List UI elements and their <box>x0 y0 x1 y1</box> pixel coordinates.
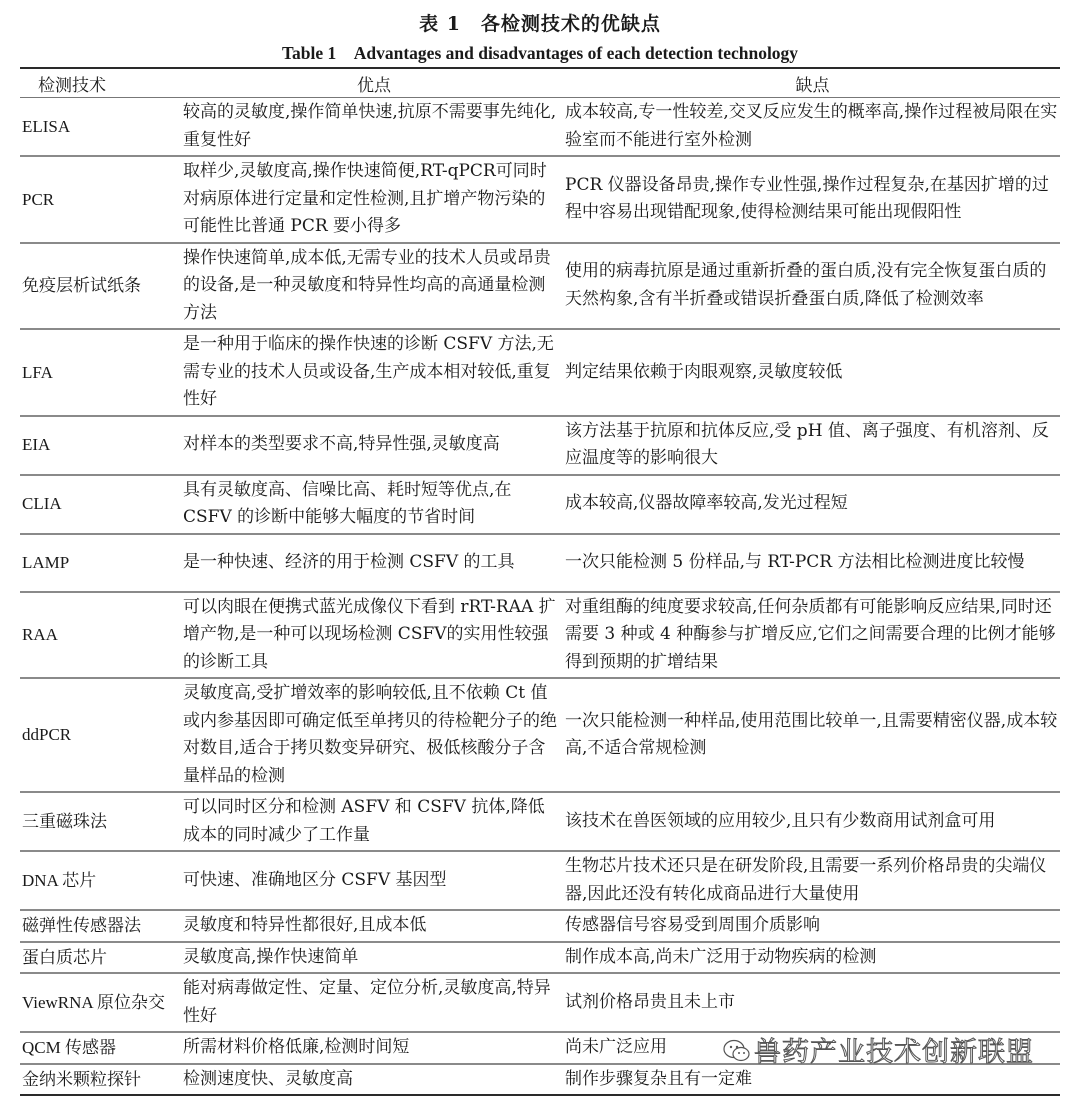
watermark <box>722 1030 1034 1069</box>
cell-disadvantages: 该技术在兽医领域的应用较少,且只有少数商用试剂盒可用 <box>565 810 996 831</box>
cell-advantages: 是一种用于临床的操作快速的诊断 CSFV 方法,无需专业的技术人员或设备,生产成本相对较低,重复性好 <box>183 334 554 409</box>
cell-advantages: 能对病毒做定性、定量、定位分析,灵敏度高,特异性好 <box>183 978 551 1026</box>
cell-advantages: 较高的灵敏度,操作简单快速,抗原不需要事先纯化,重复性好 <box>183 102 557 150</box>
cell-disadvantages: 对重组酶的纯度要求较高,任何杂质都有可能影响反应结果,同时还需要 3 种或 4 种酶参与扩增反应,它们之间需要合理的比例才能够得到预期的扩增结果 <box>565 596 1056 672</box>
cell-advantages: 对样本的类型要求不高,特异性强,灵敏度高 <box>183 434 500 455</box>
cell-technique: ELISA <box>22 116 71 136</box>
cell-technique: PCR <box>22 189 55 209</box>
cell-advantages: 取样少,灵敏度高,操作快速简便,RT-qPCR可同时对病原体进行定量和定性检测,且扩增产物污染的可能性比普通 PCR 要小得多 <box>183 161 547 236</box>
header-advantages: 优点 <box>357 75 391 96</box>
table-row <box>20 851 1060 910</box>
cell-disadvantages: 成本较高,仪器故障率较高,发光过程短 <box>565 493 848 514</box>
cell-disadvantages: 判定结果依赖于肉眼观察,灵敏度较低 <box>565 361 843 382</box>
cell-disadvantages: PCR 仪器设备昂贵,操作专业性强,操作过程复杂,在基因扩增的过程中容易出现错配现象,使得检测结果可能出现假阳性 <box>565 174 1049 223</box>
table-row <box>20 416 1060 475</box>
cell-disadvantages: 制作成本高,尚未广泛用于动物疾病的检测 <box>565 946 877 967</box>
cell-advantages: 可快速、准确地区分 CSFV 基因型 <box>183 869 447 890</box>
cell-technique: 金纳米颗粒探针 <box>22 1069 141 1089</box>
table-row <box>20 156 1060 243</box>
cell-disadvantages: 试剂价格昂贵且未上市 <box>565 991 735 1012</box>
table-row <box>20 475 1060 534</box>
cell-technique: LFA <box>22 362 53 382</box>
cell-disadvantages: 该方法基于抗原和抗体反应,受 pH 值、离子强度、有机溶剂、反应温度等的影响很大 <box>565 420 1049 468</box>
cell-technique: RAA <box>22 625 58 644</box>
cell-technique: CLIA <box>22 494 62 514</box>
table-row <box>20 910 1060 942</box>
table-caption-english: Table 1 Advantages and disadvantages of each detection technology <box>281 43 799 63</box>
cell-advantages: 是一种快速、经济的用于检测 CSFV 的工具 <box>183 551 515 572</box>
cell-advantages: 灵敏度高,受扩增效率的影响较低,且不依赖 Ct 值或内参基因即可确定低至单拷贝的待检靶分子的绝对数目,适合于拷贝数变异研究、极低核酸分子含量样品的检测 <box>183 683 557 786</box>
table-row <box>20 98 1060 157</box>
table-row <box>20 534 1060 592</box>
table-row <box>20 942 1060 974</box>
header-disadvantages: 缺点 <box>795 75 830 96</box>
table-row <box>20 792 1060 851</box>
table-row <box>20 243 1060 330</box>
table-row <box>20 329 1060 416</box>
cell-technique: 免疫层析试纸条 <box>22 276 141 295</box>
cell-advantages: 可以同时区分和检测 ASFV 和 CSFV 抗体,降低成本的同时减少了工作量 <box>183 797 545 845</box>
table-row <box>20 592 1060 679</box>
wechat-icon <box>722 1038 752 1064</box>
cell-technique: 三重磁珠法 <box>22 811 107 831</box>
cell-technique: QCM 传感器 <box>22 1038 116 1057</box>
cell-technique: LAMP <box>22 552 70 572</box>
table-row <box>20 678 1060 792</box>
cell-disadvantages: 生物芯片技术还只是在研发阶段,且需要一系列价格昂贵的尖端仪器,因此还没有转化成商品进行大量使用 <box>565 856 1047 904</box>
cell-advantages: 具有灵敏度高、信噪比高、耗时短等优点,在CSFV 的诊断中能够大幅度的节省时间 <box>183 479 512 527</box>
cell-advantages: 可以肉眼在便携式蓝光成像仪下看到 rRT-RAA 扩增产物,是一种可以现场检测 CSFV的实用性较强的诊断工具 <box>183 596 556 672</box>
cell-technique: EIA <box>22 435 51 455</box>
cell-disadvantages: 制作步骤复杂且有一定难 <box>565 1068 752 1089</box>
cell-advantages: 所需材料价格低廉,检测时间短 <box>183 1037 410 1057</box>
table-row <box>20 973 1060 1032</box>
cell-disadvantages: 传感器信号容易受到周围介质影响 <box>565 915 820 935</box>
cell-disadvantages: 使用的病毒抗原是通过重新折叠的蛋白质,没有完全恢复蛋白质的天然构象,含有半折叠或错误折叠蛋白质,降低了检测效率 <box>565 261 1047 309</box>
header-technique: 检测技术 <box>38 75 106 96</box>
cell-technique: ddPCR <box>22 725 72 745</box>
cell-disadvantages: 一次只能检测一种样品,使用范围比较单一,且需要精密仪器,成本较高,不适合常规检测 <box>565 710 1058 758</box>
cell-advantages: 灵敏度和特异性都很好,且成本低 <box>183 915 427 935</box>
cell-technique: 蛋白质芯片 <box>22 947 107 967</box>
watermark-text: 兽药产业技术创新联盟 <box>754 1037 1034 1068</box>
cell-advantages: 操作快速简单,成本低,无需专业的技术人员或昂贵的设备,是一种灵敏度和特异性均高的高通量检测方法 <box>183 247 551 323</box>
table-caption-chinese: 表 1 各检测技术的优缺点 <box>419 13 661 35</box>
comparison-table <box>20 67 1060 1096</box>
table-header-row <box>20 68 1060 98</box>
cell-disadvantages: 一次只能检测 5 份样品,与 RT-PCR 方法相比检测进度比较慢 <box>565 551 1025 572</box>
cell-advantages: 灵敏度高,操作快速简单 <box>183 946 359 967</box>
cell-technique: DNA 芯片 <box>22 870 97 890</box>
cell-disadvantages: 成本较高,专一性较差,交叉反应发生的概率高,操作过程被局限在实验室而不能进行室外检测 <box>565 102 1058 150</box>
cell-advantages: 检测速度快、灵敏度高 <box>183 1068 353 1089</box>
cell-disadvantages: 尚未广泛应用 <box>565 1037 667 1057</box>
cell-technique: 磁弹性传感器法 <box>22 916 141 935</box>
cell-technique: ViewRNA 原位杂交 <box>22 992 166 1012</box>
